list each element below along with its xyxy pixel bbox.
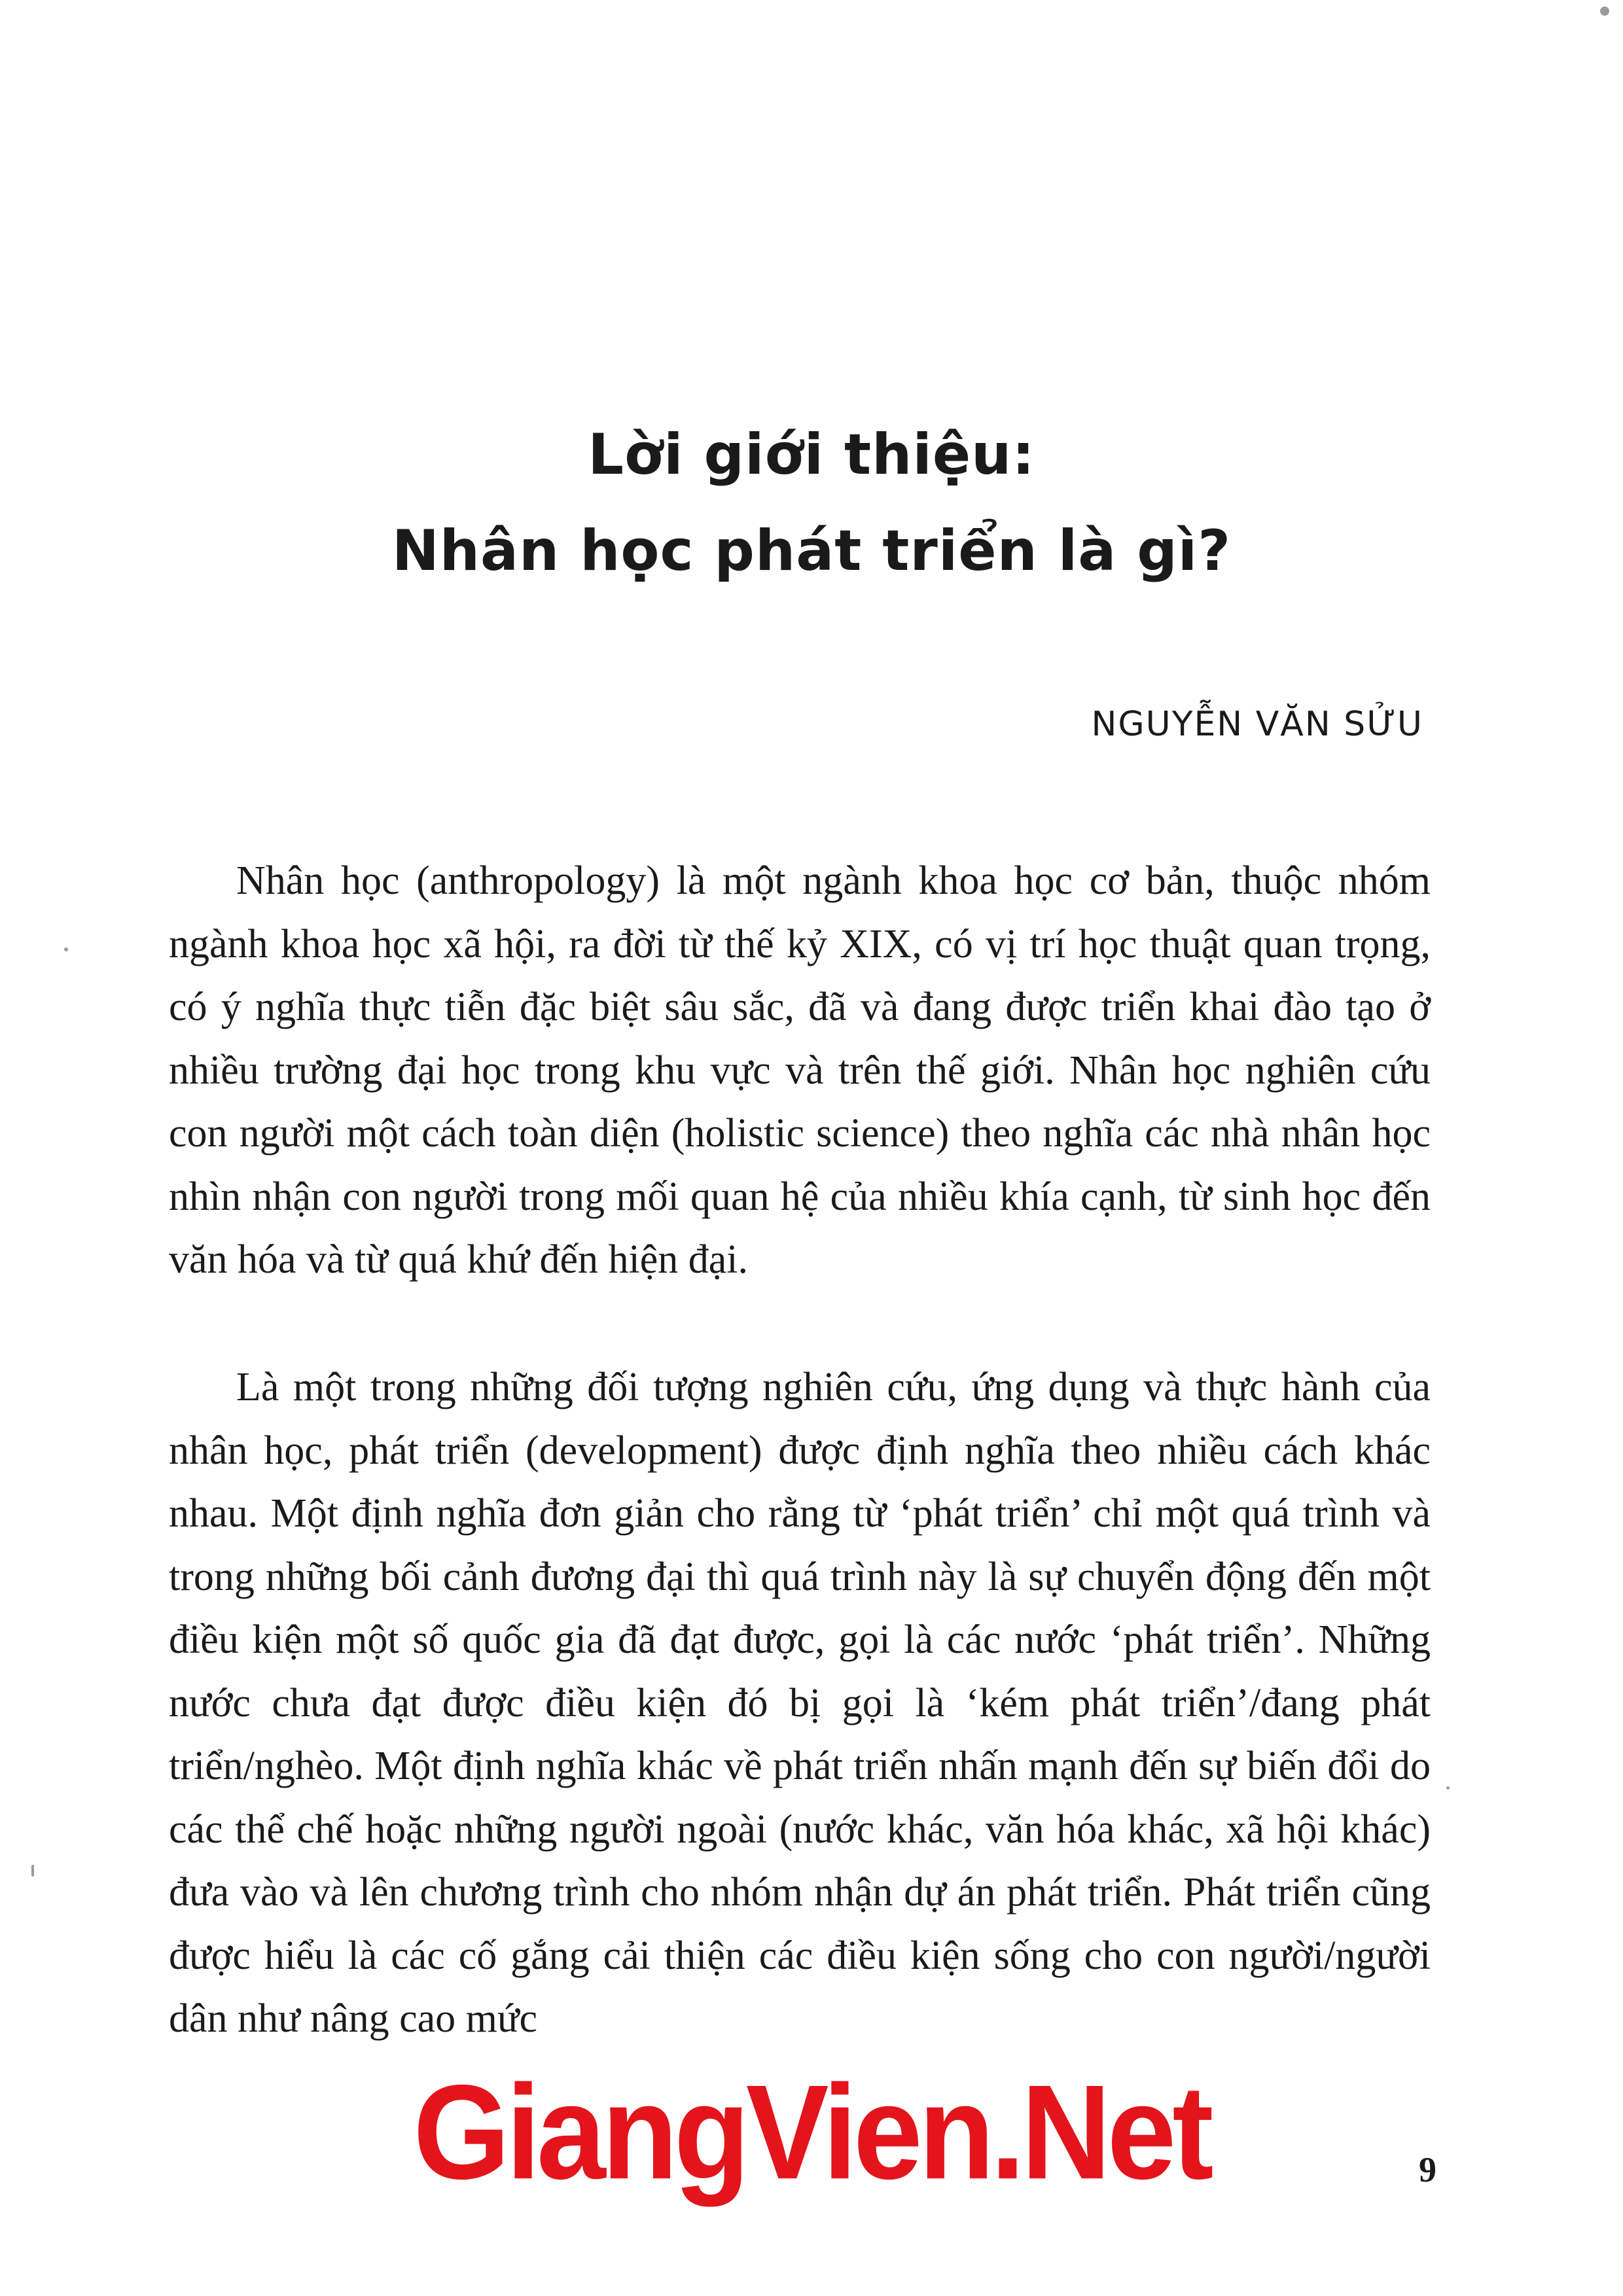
scan-speck: [1446, 1786, 1450, 1790]
body-paragraph-2: [169, 1356, 1431, 2051]
watermark-logo: GiangVien.Net: [413, 2057, 1210, 2208]
page-number: 9: [1419, 2150, 1436, 2189]
author-name: NGUYỄN VĂN SỬU: [1091, 705, 1423, 744]
scan-speck: [64, 947, 68, 951]
paragraph-text: Nhân học (anthropology) là một ngành khoa học cơ bản, thuộc nhóm ngành khoa học xã hội, ra đời từ thế kỷ XIX, có vị trí học thuật quan trọng, có ý nghĩa thực tiễn đặc biệt sâu sắc, đã và đang được triển khai đào tạo ở nhiều trường đại học trong khu vực và trên thế giới. Nhân học nghiên cứu con người một cách toàn diện (holistic science) theo nghĩa các nhà nhân học nhìn nhận con người trong mối quan hệ của nhiều khía cạnh, từ sinh học đến văn hóa và từ quá khứ đến hiện đại.: [169, 858, 1431, 1282]
page-title-line-2: Nhân học phát triển là gì?: [391, 518, 1232, 584]
scan-speck: [1600, 7, 1609, 16]
body-paragraph-1: [169, 849, 1431, 1292]
paragraph-text: Là một trong những đối tượng nghiên cứu, ứng dụng và thực hành của nhân học, phát triển (development) được định nghĩa theo nhiều cách khác nhau. Một định nghĩa đơn giản cho rằng từ ‘phát triển’ chỉ một quá trình và trong những bối cảnh đương đại thì quá trình này là sự chuyển động đến một điều kiện một số quốc gia đã đạt được, gọi là các nước ‘phát triển’. Những nước chưa đạt được điều kiện đó bị gọi là ‘kém phát triển’/đang phát triển/nghèo. Một định nghĩa khác về phát triển nhấn mạnh đến sự biến đổi do các thể chế hoặc những người ngoài (nước khác, văn hóa khác, xã hội khác) đưa vào và lên chương trình cho nhóm nhận dự án phát triển. Phát triển cũng được hiểu là các cố gắng cải thiện các điều kiện sống cho con người/người dân như nâng cao mức: [169, 1365, 1431, 2041]
page-title-line-1: Lời giới thiệu:: [588, 422, 1035, 487]
scan-speck: [31, 1865, 34, 1877]
